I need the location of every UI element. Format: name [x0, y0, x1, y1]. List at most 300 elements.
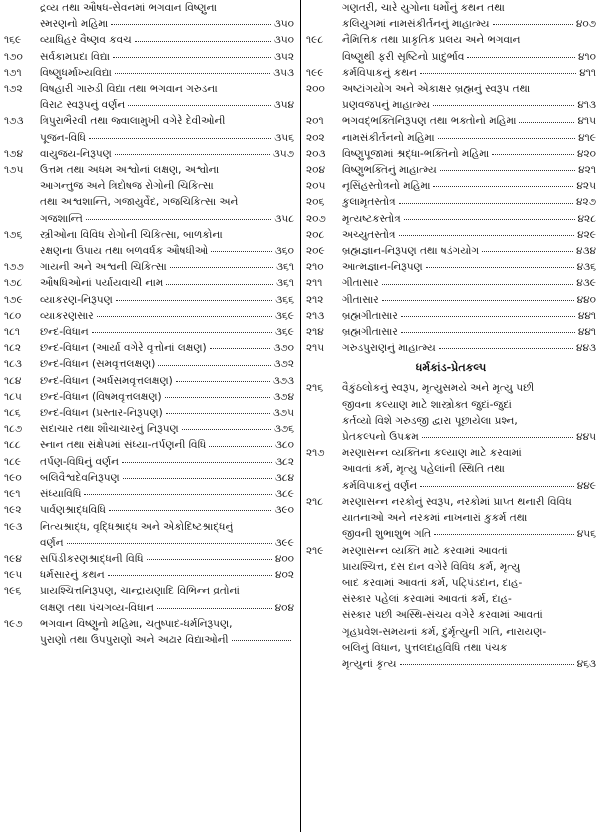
entry-title — [342, 308, 596, 324]
entry-title — [40, 81, 294, 113]
dot-leader — [401, 315, 575, 317]
page-number: ૩૫૩ — [273, 66, 294, 79]
entry-title — [342, 113, 596, 129]
toc-entry — [306, 32, 596, 64]
page-number: ૩૮૪ — [274, 471, 294, 484]
page-number: ૩૫૮ — [274, 212, 294, 225]
section-heading: ધર્મકાંડ-પ્રેતકલ્પ — [415, 361, 487, 375]
entry-title — [40, 292, 294, 308]
title-line: પુરાણો તથા ઉપપુરાણો અને અઢાર વિદ્યાઓની — [40, 633, 229, 646]
chapter-number: ૨૧૦ — [306, 261, 324, 274]
title-line: કર્મવિપાકનું કથન — [342, 66, 417, 79]
title-line: ધર્મસારનું કથન — [40, 569, 105, 582]
page-number: ૩૭૪ — [273, 390, 294, 403]
page-number: ૪૧૫ — [577, 115, 596, 128]
dot-leader — [109, 509, 271, 511]
toc-entry — [306, 65, 596, 81]
chapter-number: ૧૮૪ — [4, 374, 22, 387]
toc-entry — [306, 494, 596, 543]
title-line: આત્મજ્ઞાન-નિરૂપણ — [342, 261, 423, 274]
chapter-number: ૨૦૬ — [306, 196, 325, 209]
toc-entry — [4, 146, 294, 162]
page-number: ૩૭૩ — [272, 374, 294, 387]
title-line: વિષ્ણુથી ફરી સૃષ્ટિનો પ્રાદુર્ભાવ — [342, 50, 465, 63]
toc-entry — [306, 243, 596, 259]
entry-title — [342, 324, 596, 340]
toc-entry — [4, 437, 294, 453]
column-divider — [300, 0, 301, 832]
title-line: વ્યાકરણસાર — [40, 309, 94, 322]
chapter-number: ૧૭૯ — [4, 293, 23, 306]
entry-title — [342, 292, 596, 308]
toc-entry — [306, 194, 596, 210]
entry-title — [40, 162, 294, 227]
page-number: ૪૩૪ — [575, 245, 596, 258]
entry-title — [40, 324, 294, 340]
chapter-number: ૧૭૫ — [4, 164, 24, 177]
entry-title — [342, 146, 596, 162]
page-number: ૪૪૩ — [575, 342, 596, 355]
entry-title — [342, 194, 596, 210]
entry-title — [342, 445, 596, 494]
entry-title — [40, 373, 294, 389]
page-number: ૩૫૦ — [273, 18, 294, 31]
dot-leader — [165, 396, 271, 398]
title-line: છન્દ-વિધાન (પ્રસ્તાર-નિરૂપણ) — [40, 407, 163, 420]
chapter-number: ૧૯૯ — [306, 66, 324, 79]
dot-leader — [123, 477, 272, 479]
toc-entry — [306, 308, 596, 324]
title-line: વિષ્ણુભક્તિનું માહાત્મ્ય — [342, 164, 437, 177]
title-line: મરણાસન્ન વ્યક્તિ માટે કરવામાં આવતાં — [342, 544, 508, 557]
entry-title — [40, 113, 294, 145]
toc-entry — [4, 583, 294, 615]
title-line: દ્રવ્ય તથા ઔષધ-સેવનમાં ભગવાન વિષ્ણુના — [40, 2, 217, 14]
toc-entry — [306, 543, 596, 673]
dot-leader — [399, 202, 573, 204]
chapter-number: ૨૦૧ — [306, 115, 324, 128]
chapter-number: ૨૧૧ — [306, 277, 323, 290]
page-number: ૩૭૨ — [273, 358, 294, 371]
dot-leader — [84, 493, 272, 495]
title-line: કર્મવિપાકનું વર્ણન — [342, 479, 418, 492]
toc-entry — [4, 405, 294, 421]
page-number: ૪૬૩ — [576, 657, 596, 670]
page-number: ૩૬૦ — [274, 245, 294, 258]
dot-leader — [209, 445, 272, 447]
toc-entry — [306, 81, 596, 113]
title-line: વર્ણન — [40, 536, 64, 549]
chapter-number: ૧૭૮ — [4, 277, 23, 290]
toc-entry — [4, 292, 294, 308]
toc-entry — [306, 211, 596, 227]
title-line: છન્દ-વિધાન (અર્ધસમવૃત્તલક્ષણ) — [40, 374, 173, 387]
dot-leader — [400, 663, 574, 665]
chapter-number — [306, 0, 342, 32]
entry-title — [342, 275, 596, 291]
toc-entry — [306, 227, 596, 243]
page-number: ૩૫૬ — [274, 131, 294, 144]
entry-title — [40, 275, 294, 291]
chapter-number: ૧૭૧ — [4, 66, 22, 79]
entry-title — [342, 32, 596, 64]
dot-leader — [115, 72, 270, 74]
toc-entry — [4, 81, 294, 113]
toc-entry — [4, 259, 294, 275]
title-line: વિષહારી ગારુડી વિદ્યા તથા ભગવાન ગરુડના — [40, 83, 218, 96]
toc-entry — [4, 502, 294, 518]
title-line: બ્રહ્મજ્ઞાન-નિરૂપણ તથા ષડંગયોગ — [342, 245, 480, 258]
title-line: સ્મરણનો મહિમા — [40, 18, 109, 31]
chapter-number: ૧૯૩ — [4, 520, 23, 533]
dot-leader — [439, 347, 573, 349]
title-line: જીવના કલ્યાણ માટે શાસ્ત્રોક્ત જુદાં-જુદાં — [342, 398, 512, 411]
dot-leader — [166, 412, 270, 414]
entry-title — [40, 421, 294, 437]
title-line: કર્તવ્યો વિશે ગરુડજી દ્વારા પૂછાયેલા પ્રશ્ન, — [342, 414, 518, 427]
title-line: વૈકુંઠલોકનું સ્વરૂપ, મૃત્યુસમયે અને મૃત્યુ પછી — [342, 382, 535, 395]
title-line: યાતનાઓ અને નરકમાં નાખનારાં કુકર્મ તથા — [342, 512, 528, 525]
dot-leader — [115, 153, 270, 155]
page-number: ૪૧૧ — [579, 66, 596, 79]
chapter-number: ૧૯૦ — [4, 471, 22, 484]
chapter-number: ૨૧૯ — [306, 544, 324, 557]
title-line: સંસ્કાર પછી અસ્થિ-સંચય વગેરે કરવામાં આવતાં — [342, 609, 543, 622]
chapter-number: ૧૮૦ — [4, 309, 22, 322]
chapter-number: ૨૧૪ — [306, 326, 324, 339]
dot-leader — [426, 266, 574, 268]
entry-title — [342, 243, 596, 259]
title-line: મરણાસન્ન નરકોનું સ્વરૂપ, નરકોમાં પ્રાપ્ત થનારી વિવિધ — [342, 495, 572, 508]
page-number: ૪૨૯ — [577, 228, 596, 241]
toc-entry — [306, 178, 596, 194]
page-number: ૩૬૯ — [274, 309, 294, 322]
title-line: વિરાટ સ્વરૂપનું વર્ણન — [40, 99, 126, 112]
page-number: ૪૩૯ — [576, 277, 596, 290]
page-number: ૩૮૯ — [275, 488, 294, 501]
dot-leader — [135, 40, 271, 42]
page-number: ૪૦૦ — [274, 552, 294, 565]
dot-leader — [170, 266, 273, 268]
page-number: ૩૫૪ — [273, 99, 294, 112]
page-number: ૩૯૦ — [274, 504, 294, 517]
title-line: રક્ષણના ઉપાય તથા બળવર્ધક ઔષધીઓ — [40, 245, 209, 258]
page-number: ૪૪૫ — [576, 431, 596, 444]
title-line: પૂજન-વિધિ — [40, 131, 86, 144]
title-line: બલિનું વિધાન, પુત્તલદાહવિધિ તથા પંચક — [342, 641, 508, 654]
page-number: ૪૧૯ — [578, 131, 596, 144]
entry-title — [342, 81, 596, 113]
page-number: ૩૭૬ — [273, 423, 294, 436]
title-line: છન્દ-વિધાન — [40, 326, 89, 339]
entry-title — [40, 470, 294, 486]
title-line: સદાચાર તથા શૌચાચારનું નિરૂપણ — [40, 423, 179, 436]
page-number: ૩૫૦ — [273, 34, 294, 47]
chapter-number: ૧૯૭ — [4, 617, 23, 630]
toc-entry — [306, 0, 596, 32]
toc-entry — [4, 470, 294, 486]
title-line: મરણાસન્ન વ્યક્તિના કલ્યાણ માટે કરવામાં — [342, 447, 522, 460]
dot-leader — [182, 428, 271, 430]
entry-title — [342, 340, 596, 356]
title-line: ભગવાન વિષ્ણુનો મહિમા, ચતુષ્પાદ-ધર્મનિરૂપણ, — [40, 617, 233, 630]
entry-title — [40, 616, 294, 648]
entry-title — [342, 0, 596, 32]
toc-entry — [4, 113, 294, 145]
toc-entry — [306, 292, 596, 308]
dot-leader — [401, 331, 575, 333]
dot-leader — [113, 56, 271, 58]
dot-leader — [157, 607, 272, 609]
chapter-number: ૧૭૦ — [4, 50, 23, 63]
dot-leader — [147, 558, 272, 560]
dot-leader — [433, 104, 574, 106]
title-line: વિષ્ણુધર્માખ્યવિદ્યા — [40, 66, 112, 79]
page-number: ૩૮૨ — [275, 455, 294, 468]
title-line: ભગવદ્ભક્તિનિરૂપણ તથા ભક્તોનો મહિમા — [342, 115, 517, 128]
toc-entry — [306, 259, 596, 275]
toc-entry — [4, 421, 294, 437]
page-number: ૩૭૫ — [272, 407, 294, 420]
page-number: ૩૮૦ — [274, 439, 294, 452]
title-line: પ્રેતકલ્પનો ઉપક્રમ — [342, 431, 419, 444]
chapter-number: ૧૯૨ — [4, 504, 22, 517]
chapter-number: ૧૮૯ — [4, 455, 22, 468]
dot-leader — [166, 283, 273, 285]
title-line: તથા અશ્વશાન્તિ, ગજાયુર્વેદ, ગજચિકિત્સા અને — [40, 196, 239, 209]
dot-leader — [492, 153, 574, 155]
title-line: બાદ કરવામાં આવતાં કર્મ, પટ્પિંડદાન, દાહ- — [342, 576, 523, 589]
title-line: નૈમિત્તિક તથા પ્રાકૃતિક પ્રલય અને ભગવાન — [342, 34, 521, 47]
entry-title — [40, 583, 294, 615]
page-number: ૪૨૦ — [577, 147, 596, 160]
title-line: લક્ષણ તથા પંચગવ્ય-વિધાન — [40, 601, 154, 614]
entry-title — [40, 551, 294, 567]
chapter-number: ૨૧૮ — [306, 495, 324, 508]
dot-leader — [108, 574, 272, 576]
entry-title — [342, 380, 596, 445]
title-line: સપિંડીકરણશ્રાદ્ધની વિધિ — [40, 552, 144, 565]
title-line: વાયુજય-નિરૂપણ — [40, 147, 112, 160]
entry-title — [40, 0, 294, 32]
dot-leader — [422, 436, 573, 438]
toc-entry — [4, 275, 294, 291]
dot-leader — [86, 218, 271, 220]
entry-title — [40, 405, 294, 421]
toc-entry — [4, 65, 294, 81]
page-number: ૩૭૦ — [273, 342, 294, 355]
chapter-number: ૧૭૬ — [4, 228, 23, 241]
chapter-number: ૨૦૨ — [306, 131, 325, 144]
chapter-number: ૧૯૧ — [4, 488, 21, 501]
chapter-number: ૨૧૭ — [306, 447, 325, 460]
dot-leader — [434, 533, 574, 535]
chapter-number: ૧૯૬ — [4, 585, 22, 598]
entry-title — [342, 130, 596, 146]
entry-title — [40, 227, 294, 259]
page-number: ૩૬૬ — [275, 293, 294, 306]
title-line: ગીતાસાર — [342, 277, 379, 290]
dot-leader — [67, 542, 272, 544]
chapter-number: ૨૧૩ — [306, 309, 325, 322]
title-line: નામસંકીર્તનનો મહિમા — [342, 131, 435, 144]
page-number: ૪૧૩ — [577, 99, 596, 112]
title-line: મૃત્યષ્ટકસ્તોત્ર — [342, 212, 401, 225]
page-number: ૪૪૦ — [576, 293, 596, 306]
page-number: ૪૪૧ — [577, 326, 596, 339]
dot-leader — [158, 364, 270, 366]
title-line: વ્યાધિહર વૈષ્ણવ કવચ — [40, 34, 132, 47]
title-line: સ્નાન તથા સંક્ષેપમાં સંધ્યા-તર્પણની વિધિ — [40, 439, 207, 452]
title-line: બલિવૈશ્વદેવનિરૂપણ — [40, 471, 120, 484]
dot-leader — [420, 485, 574, 487]
title-line: પ્રાયશ્ચિત્તનિરૂપણ, ચાન્દ્રાયણાદિ વિભિન્ન વ્રતોનાં — [40, 585, 240, 598]
toc-entry — [4, 356, 294, 372]
title-line: આગન્તુજ અને ત્રિદોષજ રોગોની ચિકિત્સા — [40, 180, 214, 193]
chapter-number: ૨૦૯ — [306, 245, 325, 258]
toc-entry — [4, 340, 294, 356]
chapter-number: ૧૮૫ — [4, 390, 22, 403]
page-number: ૪૪૧ — [577, 309, 596, 322]
page-number: ૪૦૭ — [575, 18, 596, 31]
entry-title — [40, 519, 294, 551]
dot-leader — [210, 347, 271, 349]
chapter-number: ૨૦૪ — [306, 164, 325, 177]
toc-entry — [4, 0, 294, 32]
dot-leader — [382, 299, 574, 301]
title-line: ગૃહપ્રવેશ-સમયનાં કર્મ, દુર્મૃત્યુની ગતિ, નારાયણ- — [342, 625, 547, 638]
page-number: ૩૬૧ — [275, 277, 294, 290]
toc-entry — [306, 275, 596, 291]
toc-entry — [306, 324, 596, 340]
toc-entry — [4, 551, 294, 567]
chapter-number — [4, 0, 40, 32]
toc-entry — [306, 146, 596, 162]
dot-leader — [399, 234, 575, 236]
title-line: પ્રણવજપનું માહાત્મ્ય — [342, 99, 430, 112]
page-number: ૩૬૯ — [274, 326, 294, 339]
title-line: મૃત્યુનાં કૃત્ય — [342, 657, 397, 670]
toc-entry — [4, 227, 294, 259]
title-line: છન્દ-વિધાન (આર્યા વગેરે વૃત્તોનાં લક્ષણ) — [40, 342, 207, 355]
page-number: ૪૨૭ — [576, 196, 596, 209]
page-number: ૩૯૯ — [274, 536, 294, 549]
right-column — [306, 0, 596, 832]
title-line: છન્દ-વિધાન (સમવૃત્તલક્ષણ) — [40, 358, 156, 371]
entry-title — [40, 437, 294, 453]
dot-leader — [519, 121, 574, 123]
title-line: બ્રહ્મગીતાસાર — [342, 326, 398, 339]
dot-leader — [433, 185, 573, 187]
title-line: ગજશાન્તિ — [40, 212, 83, 225]
dot-leader — [467, 56, 575, 58]
chapter-number: ૨૦૦ — [306, 83, 325, 96]
chapter-number: ૧૭૩ — [4, 115, 24, 128]
title-line: નિત્યશ્રાદ્ધ, વૃદ્ધિશ્રાદ્ધ અને એકોદિષ્ટશ્રાદ્ધનું — [40, 520, 234, 533]
toc-entry — [306, 445, 596, 494]
title-line: ગાયની અને અશ્વની ચિકિત્સા — [40, 261, 167, 274]
page-number: ૪૨૮ — [577, 212, 596, 225]
dot-leader — [438, 137, 576, 139]
toc-entry — [4, 486, 294, 502]
title-line: ઔષધિઓનાં પર્યાયવાચી નામ — [40, 277, 164, 290]
toc-entry — [306, 130, 596, 146]
dot-leader — [420, 72, 576, 74]
chapter-number: ૧૭૭ — [4, 261, 24, 274]
dot-leader — [382, 283, 574, 285]
entry-title — [342, 211, 596, 227]
chapter-number: ૨૦૮ — [306, 228, 325, 241]
toc-entry — [4, 454, 294, 470]
chapter-number: ૧૯૮ — [306, 34, 324, 47]
entry-title — [40, 567, 294, 583]
dot-leader — [116, 299, 272, 301]
toc-entry — [4, 324, 294, 340]
title-line: સર્વકામપ્રદા વિદ્યા — [40, 50, 110, 63]
entry-title — [40, 49, 294, 65]
dot-leader — [232, 639, 291, 641]
title-line: આવતાં કર્મ, મૃત્યુ પહેલાંની સ્થિતિ તથા — [342, 463, 505, 476]
page-number: ૩૫૭ — [272, 147, 294, 160]
entry-title — [342, 227, 596, 243]
chapter-number: ૧૮૩ — [4, 358, 22, 371]
chapter-number: ૧૮૭ — [4, 423, 23, 436]
toc-entry — [4, 32, 294, 48]
toc-entry — [4, 373, 294, 389]
page-number: ૪૦૪ — [274, 601, 294, 614]
entry-title — [40, 454, 294, 470]
chapter-number: ૨૦૩ — [306, 147, 326, 160]
dot-leader — [404, 218, 575, 220]
title-line: ગરુડપુરાણનું માહાત્મ્ય — [342, 342, 436, 355]
page-number: ૩૬૧ — [275, 261, 294, 274]
chapter-number: ૨૧૨ — [306, 293, 324, 306]
toc-entry — [4, 162, 294, 227]
chapter-number: ૧૮૨ — [4, 342, 22, 355]
page-number: ૪૧૦ — [578, 50, 596, 63]
dot-leader — [97, 315, 272, 317]
chapter-number: ૧૭૨ — [4, 83, 23, 96]
title-line: ત્રિપુરાભૈરવી તથા જ્વાલામુખી વગેરે દેવીઓની — [40, 115, 226, 128]
chapter-number: ૨૦૭ — [306, 212, 326, 225]
title-line: સંધ્યાવિધિ — [40, 488, 82, 501]
entry-title — [40, 146, 294, 162]
title-line: સંસ્કાર પહેલાં કરવામાં આવતાં કર્મ, દાહ- — [342, 593, 512, 606]
chapter-number: ૧૮૬ — [4, 407, 21, 420]
title-line: અષ્ટાંગયોગ અને એકાક્ષર બ્રહ્મનું સ્વરૂપ તથા — [342, 83, 531, 96]
entry-title — [40, 308, 294, 324]
toc-entry — [4, 389, 294, 405]
title-line: જીવની શુભાશુભ ગતિ — [342, 528, 432, 541]
dot-leader — [122, 461, 272, 463]
entry-title — [40, 32, 294, 48]
dot-leader — [176, 380, 270, 382]
entry-title — [40, 356, 294, 372]
chapter-number: ૧૯૫ — [4, 569, 23, 582]
chapter-number: ૨૦૫ — [306, 180, 326, 193]
title-line: વિષ્ણુપૂજામાં શ્રદ્ધા-ભક્તિનો મહિમા — [342, 147, 490, 160]
entry-title — [40, 486, 294, 502]
toc-entry — [4, 616, 294, 648]
entry-title — [40, 65, 294, 81]
dot-leader — [128, 104, 270, 106]
title-line: કલિયુગમાં નામસંકીર્તનનું માહાત્મ્ય — [342, 18, 490, 31]
dot-leader — [111, 23, 271, 25]
entry-title — [40, 389, 294, 405]
toc-entry — [306, 162, 596, 178]
entry-title — [40, 502, 294, 518]
title-line: ગણતરી, ચારે યુગોના ધર્મોનું કથન તથા — [342, 2, 505, 14]
